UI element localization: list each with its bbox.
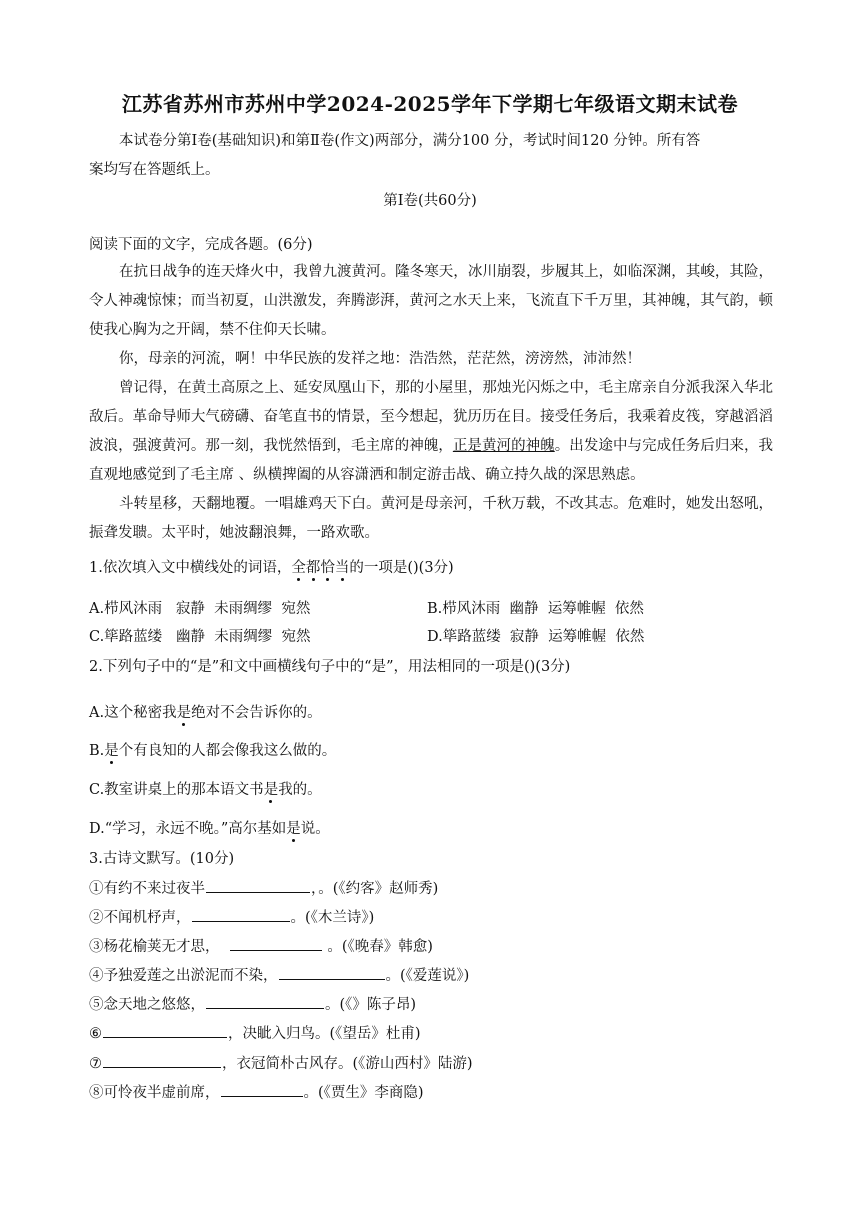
q3-item-4-after: 。(《爱莲说》) <box>385 968 470 984</box>
q2-a-dotted: 是 <box>176 705 192 721</box>
p3-text-after: 。出发途中与完成任务后归来，我直观地感觉到了毛主席 、纵横捭阖的从容潇洒和制定游击战、确立持久战的深思熟虑。 <box>89 438 774 483</box>
q3-item-5-before: ⑤念天地之悠悠， <box>89 997 205 1013</box>
answer-blank[interactable] <box>103 1053 221 1068</box>
q2-c-dotted: 是 <box>263 782 279 798</box>
q3-item-5-after: 。(《》陈子昂) <box>325 997 417 1013</box>
answer-blank[interactable] <box>221 1082 303 1097</box>
q2-option-b[interactable] <box>89 739 336 760</box>
q1-stem-after: 的一项是()(3分) <box>349 560 454 576</box>
q1-option-c[interactable]: C.筚路蓝缕 幽静 未雨绸缪 宛然 <box>89 629 311 645</box>
q1-dotted-words <box>291 560 349 576</box>
q3-item-2-after: 。(《木兰诗》) <box>290 910 375 926</box>
q3-item-3-before: ③杨花榆荚无才思， <box>89 939 229 955</box>
q2-d-after: 说。 <box>300 821 330 837</box>
q2-d-before: D.“学习，永远不晚。”高尔基如 <box>89 821 287 837</box>
answer-blank[interactable] <box>206 994 324 1009</box>
dotted-character: 恰 <box>320 560 335 576</box>
q3-item-7 <box>89 1052 473 1073</box>
reading-paragraph-1: 在抗日战争的连天烽火中，我曾九渡黄河。隆冬寒天，冰川崩裂，步履其上，如临深渊，其峻，其险，令人神魂惊悚；而当初夏，山洪激发，奔腾澎湃，黄河之水天上来，飞流直下千万里，其神魄，其气韵，顿使我心胸为之开阔，禁不住仰天长啸。 <box>89 264 773 338</box>
q2-a-after: 绝对不会告诉你的。 <box>191 705 322 721</box>
q1-option-a[interactable]: A.栉风沐雨 寂静 未雨绸缪 宛然 <box>89 601 311 617</box>
answer-blank[interactable] <box>206 878 310 893</box>
q2-c-before: C.教室讲桌上的那本语文书 <box>89 782 264 798</box>
dotted-character: 都 <box>305 560 321 576</box>
q2-option-a[interactable] <box>89 701 322 722</box>
q2-option-d[interactable] <box>89 817 330 838</box>
q3-item-4 <box>89 964 469 985</box>
q3-item-6-after: ，决眦入归鸟。(《望岳》杜甫) <box>228 1026 421 1042</box>
q3-item-3-after: 。(《晚春》韩愈) <box>322 939 433 955</box>
q3-item-8 <box>89 1081 424 1102</box>
q2-a-before: A.这个秘密我 <box>89 705 177 721</box>
q3-item-7-after: ，衣冠简朴古风存。(《游山西村》陆游) <box>222 1056 473 1072</box>
answer-blank[interactable] <box>230 936 322 951</box>
q3-item-1-before: ①有约不来过夜半 <box>89 881 205 897</box>
reading-prompt: 阅读下面的文字，完成各题。(6分) <box>89 237 313 253</box>
q2-b-dotted: 是 <box>104 743 119 759</box>
section-heading: 第Ⅰ卷(共60分) <box>383 193 477 209</box>
q3-item-1 <box>89 877 438 898</box>
q3-item-5 <box>89 993 416 1014</box>
q1-option-b[interactable]: B.栉风沐雨 幽静 运筹帷幄 依然 <box>427 601 644 617</box>
q3-item-6-before: ⑥ <box>89 1026 102 1042</box>
intro-line-2: 案均写在答题纸上。 <box>89 162 220 178</box>
reading-paragraph-2: 你，母亲的河流，啊！中华民族的发祥之地：浩浩然，茫茫然，滂滂然，沛沛然！ <box>119 351 641 367</box>
intro-line-1: 本试卷分第Ⅰ卷(基础知识)和第Ⅱ卷(作文)两部分，满分100 分，考试时间120 分钟。所有答 <box>119 133 701 149</box>
q3-item-8-after: 。(《贾生》李商隐) <box>303 1085 424 1101</box>
dotted-character: 全 <box>291 560 306 576</box>
exam-title: 江苏省苏州市苏州中学2024-2025学年下学期七年级语文期末试卷 <box>121 92 739 116</box>
q2-b-after: 个有良知的人都会像我这么做的。 <box>118 743 337 759</box>
dotted-character: 当 <box>334 560 350 576</box>
answer-blank[interactable] <box>103 1023 227 1038</box>
reading-paragraph-3 <box>89 374 773 490</box>
q3-item-8-before: ⑧可怜夜半虚前席， <box>89 1085 220 1101</box>
q2-stem: 2.下列句子中的“是”和文中画横线句子中的“是”，用法相同的一项是()(3分) <box>89 659 571 675</box>
q3-item-2-before: ②不闻机杼声， <box>89 910 191 926</box>
q1-stem-before: 1.依次填入文中横线处的词语， <box>89 560 292 576</box>
q3-item-1-after: ，。(《约客》赵师秀) <box>311 881 439 897</box>
answer-blank[interactable] <box>279 965 385 980</box>
q3-item-6 <box>89 1022 421 1043</box>
underlined-sentence: 正是黄河的神魄 <box>452 438 555 454</box>
q3-item-7-before: ⑦ <box>89 1056 102 1072</box>
q3-item-2 <box>89 906 374 927</box>
answer-blank[interactable] <box>192 907 290 922</box>
q2-option-c[interactable] <box>89 778 322 799</box>
q3-item-4-before: ④予独爱莲之出淤泥而不染， <box>89 968 278 984</box>
q3-stem: 3.古诗文默写。(10分) <box>89 851 235 867</box>
p3-text-before: 曾记得，在黄土高原之上、延安凤凰山下，那的小屋里，那烛光闪烁之中，毛主席亲自分派我深入华北敌后。革命导师大气磅礴、奋笔直书的情景，至今想起，犹历历在目。接受任务后，我乘着皮筏，穿越滔滔波浪，强渡黄河。那一刻，我恍然悟到，毛主席的神魄， <box>89 380 773 454</box>
q2-b-before: B. <box>89 743 105 759</box>
q1-option-d[interactable]: D.筚路蓝缕 寂静 运筹帷幄 依然 <box>427 629 645 645</box>
q1-stem <box>89 556 454 577</box>
reading-paragraph-4: 斗转星移，天翻地覆。一唱雄鸡天下白。黄河是母亲河，千秋万载，不改其志。危难时，她发出怒吼，振聋发聩。太平时，她波翻浪舞，一路欢歌。 <box>89 496 773 541</box>
q2-d-dotted: 是 <box>286 821 301 837</box>
q3-item-3 <box>89 935 433 956</box>
q2-c-after: 我的。 <box>278 782 322 798</box>
